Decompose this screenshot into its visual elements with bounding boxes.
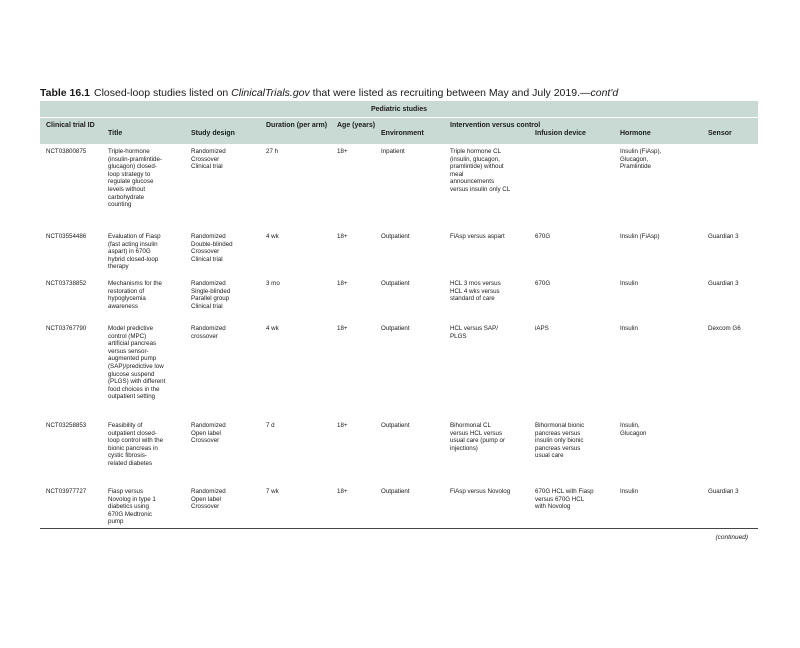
cell-duration: 7 wk — [266, 488, 279, 495]
cell-hormone: Insulin — [620, 280, 638, 287]
table-row — [40, 276, 758, 321]
cell-hormone: Insulin, Glucagon — [620, 422, 647, 437]
cell-intervention: Triple hormone CL (insulin, glucagon, pramlintide) without meal announcements versus insulin only CL — [450, 148, 511, 193]
cell-duration: 7 d — [266, 422, 275, 429]
cell-device: 670G — [535, 280, 551, 287]
section-title: Pediatric studies — [40, 101, 758, 117]
cell-hormone: Insulin (FiAsp) — [620, 233, 660, 240]
cell-design: Randomized Open label Crossover — [191, 422, 226, 445]
col-header-device: Infusion device — [535, 130, 586, 137]
cell-hormone: Insulin — [620, 488, 638, 495]
cell-age: 18+ — [337, 488, 348, 495]
cell-id: NCT03977727 — [46, 488, 87, 495]
cell-design: Randomized Single-blinded Parallel group Clinical trial — [191, 280, 231, 310]
cell-environment: Outpatient — [381, 422, 410, 429]
cell-title: Model predictive control (MPC) artificial pancreas versus sensor- augmented pump (SAP)/predictive low glucose suspend (PLGS) with different food choices in the outpatient setting — [108, 325, 166, 401]
caption-text-before: Closed-loop studies listed on — [94, 87, 232, 99]
col-header-sensor: Sensor — [708, 130, 732, 137]
caption-site: ClinicalTrials.gov — [231, 87, 310, 99]
cell-id: NCT03738852 — [46, 280, 87, 287]
cell-intervention: Bihormonal CL versus HCL versus usual care (pump or injections) — [450, 422, 506, 452]
cell-title: Fiasp versus Novolog in type 1 diabetics using 670G Medtronic pump — [108, 488, 156, 526]
cell-intervention: FiAsp versus Novolog — [450, 488, 511, 495]
table-row — [40, 229, 758, 276]
col-header-intervention: Intervention versus control — [450, 122, 541, 129]
col-header-age: Age (years) — [337, 122, 376, 129]
cell-id: NCT03258853 — [46, 422, 87, 429]
table-header-row — [40, 117, 758, 144]
cell-age: 18+ — [337, 325, 348, 332]
cell-sensor: Guardian 3 — [708, 280, 739, 287]
cell-sensor: Guardian 3 — [708, 488, 739, 495]
cell-environment: Outpatient — [381, 233, 410, 240]
cell-device: 670G — [535, 233, 551, 240]
cell-device: Bihormonal bionic pancreas versus insulin only bionic pancreas versus usual care — [535, 422, 585, 460]
cell-device: iAPS — [535, 325, 549, 332]
table-row — [40, 418, 758, 484]
cell-intervention: FiAsp versus aspart — [450, 233, 505, 240]
col-header-title: Title — [108, 130, 123, 137]
cell-environment: Outpatient — [381, 280, 410, 287]
col-header-environment: Environment — [381, 130, 424, 137]
cell-duration: 27 h — [266, 148, 279, 155]
studies-table — [40, 101, 758, 542]
cell-design: Randomized Double-blinded Crossover Clinical trial — [191, 233, 233, 263]
cell-age: 18+ — [337, 148, 348, 155]
cell-sensor: Dexcom G6 — [708, 325, 741, 332]
cell-title: Mechanisms for the restoration of hypoglycemia awareness — [108, 280, 162, 310]
cell-title: Triple-hormone (insulin-pramlintide- glucagon) closed- loop strategy to regulate glucose levels without carbohydrate counting — [108, 148, 162, 209]
cell-id: NCT03554486 — [46, 233, 87, 240]
cell-age: 18+ — [337, 280, 348, 287]
cell-id: NCT03800875 — [46, 148, 87, 155]
table-label: Table 16.1 — [40, 87, 90, 99]
cell-hormone: Insulin (FiAsp), Glucagon, Pramlintide — [620, 148, 662, 171]
cell-environment: Outpatient — [381, 488, 410, 495]
table-row — [40, 144, 758, 229]
cell-sensor: Guardian 3 — [708, 233, 739, 240]
cell-design: Randomized Crossover Clinical trial — [191, 148, 226, 171]
table-caption — [40, 87, 618, 99]
table-bottom-rule — [40, 528, 758, 529]
cell-intervention: HCL 3 mos versus HCL 4 wks versus standard of care — [450, 280, 501, 303]
cell-environment: Inpatient — [381, 148, 405, 155]
cell-hormone: Insulin — [620, 325, 638, 332]
table-row — [40, 484, 758, 542]
col-header-id: Clinical trial ID — [46, 122, 95, 129]
cell-design: Randomized crossover — [191, 325, 226, 340]
continued-note: (continued) — [715, 534, 748, 541]
cell-duration: 3 mo — [266, 280, 280, 287]
cell-title: Evaluation of Fiasp (fast acting insulin aspart) in 670G hybrid closed-loop therapy — [108, 233, 161, 271]
cell-device: 670G HCL with Fiasp versus 670G HCL with Novolog — [535, 488, 594, 511]
cell-title: Feasibility of outpatient closed- loop control with the bionic pancreas in cystic fibrosis- related diabetes — [108, 422, 164, 467]
cell-design: Randomized Open label Crossover — [191, 488, 226, 511]
cell-duration: 4 wk — [266, 325, 279, 332]
cell-duration: 4 wk — [266, 233, 279, 240]
cell-intervention: HCL versus SAP/ PLGS — [450, 325, 498, 340]
table-row — [40, 321, 758, 418]
cell-id: NCT03767790 — [46, 325, 87, 332]
col-header-hormone: Hormone — [620, 130, 651, 137]
caption-text-after: that were listed as recruiting between May and July 2019.— — [309, 87, 591, 99]
col-header-duration: Duration (per arm) — [266, 122, 328, 129]
caption-contd: cont'd — [590, 87, 619, 99]
cell-age: 18+ — [337, 233, 348, 240]
cell-environment: Outpatient — [381, 325, 410, 332]
cell-age: 18+ — [337, 422, 348, 429]
col-header-design: Study design — [191, 130, 235, 137]
